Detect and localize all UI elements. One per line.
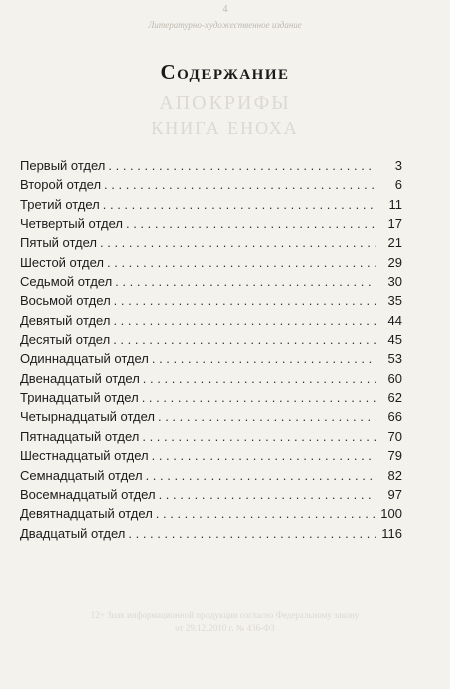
toc-entry-page: 35 (387, 293, 402, 309)
toc-entry-label: Восьмой отдел (20, 293, 111, 309)
toc-entry[interactable] (20, 349, 402, 368)
toc-entry-page: 3 (394, 158, 402, 173)
toc-entry[interactable] (20, 427, 402, 446)
toc-entry-page: 60 (387, 370, 402, 386)
toc-entry[interactable] (20, 195, 402, 214)
toc-entry-page: 30 (387, 274, 402, 290)
toc-entry[interactable] (20, 504, 402, 523)
toc-entry-label: Семнадцатый отдел (20, 467, 143, 483)
toc-entry[interactable] (20, 175, 402, 194)
toc-entry[interactable] (20, 330, 402, 349)
running-head: Литературно-художественное издание (148, 20, 302, 30)
toc-entry-label: Третий отдел (20, 196, 100, 212)
toc-leader-dots (113, 330, 376, 349)
toc-entry-page: 11 (388, 196, 402, 212)
toc-leader-dots (104, 175, 376, 194)
toc-entry[interactable] (20, 291, 402, 310)
toc-entry-label: Двадцатый отдел (20, 525, 126, 541)
toc-entry-page: 62 (387, 390, 402, 406)
toc-entry-label: Второй отдел (20, 177, 102, 193)
toc-entry-label: Двенадцатый отдел (20, 370, 140, 386)
toc-entry-label: Девятнадцатый отдел (20, 506, 153, 522)
toc-entry-label: Пятнадцатый отдел (20, 428, 140, 444)
toc-leader-dots (143, 369, 376, 388)
toc-leader-dots (114, 291, 376, 310)
toc-entry-label: Девятый отдел (20, 312, 111, 328)
toc-leader-dots (152, 349, 376, 368)
toc-leader-dots (100, 233, 376, 252)
toc-entry-page: 116 (381, 525, 402, 541)
toc-leader-dots (146, 466, 376, 485)
toc-entry-label: Шестнадцатый отдел (20, 448, 149, 464)
toc-entry-label: Пятый отдел (20, 235, 97, 251)
show-through-text-1: АПОКРИФЫ (159, 92, 291, 114)
toc-leader-dots (128, 524, 376, 543)
toc-entry[interactable] (20, 214, 402, 233)
toc-leader-dots (142, 388, 376, 407)
toc-entry[interactable] (20, 466, 402, 485)
toc-entry-page: 70 (387, 428, 402, 444)
toc-leader-dots (113, 311, 376, 330)
toc-entry-label: Десятый отдел (20, 332, 111, 348)
toc-entry[interactable] (20, 446, 402, 465)
toc-leader-dots (108, 156, 376, 175)
toc-entry-page: 66 (387, 409, 402, 425)
toc-entry[interactable] (20, 233, 402, 252)
toc-entry[interactable] (20, 272, 402, 291)
toc-entry-page: 44 (387, 312, 402, 328)
toc-entry-page: 82 (387, 467, 402, 483)
toc-leader-dots (142, 427, 376, 446)
toc-leader-dots (158, 407, 376, 426)
toc-entry[interactable] (20, 253, 402, 272)
toc-leader-dots (156, 504, 376, 523)
toc-entry-label: Первый отдел (20, 158, 106, 173)
toc-entry-label: Тринадцатый отдел (20, 390, 139, 406)
table-of-contents (20, 156, 402, 543)
toc-leader-dots (152, 446, 376, 465)
toc-leader-dots (126, 214, 376, 233)
toc-entry[interactable] (20, 407, 402, 426)
toc-entry[interactable] (20, 388, 402, 407)
toc-entry-page: 21 (387, 235, 402, 251)
toc-leader-dots (115, 272, 376, 291)
toc-entry-page: 100 (380, 506, 402, 522)
header-mark: 4 (222, 4, 228, 15)
toc-entry-page: 97 (387, 486, 402, 502)
toc-entry-label: Одиннадцатый отдел (20, 351, 149, 367)
show-through-text-2: КНИГА ЕНОХА (151, 118, 299, 138)
toc-entry-label: Восемнадцатый отдел (20, 486, 156, 502)
show-through-text-4: от 29.12.2010 г. № 436-ФЗ (175, 623, 275, 633)
toc-entry[interactable] (20, 524, 402, 543)
toc-entry[interactable] (20, 485, 402, 504)
toc-entry-label: Четвертый отдел (20, 216, 123, 232)
toc-entry[interactable] (20, 311, 402, 330)
toc-entry-label: Седьмой отдел (20, 274, 113, 290)
toc-entry-page: 45 (387, 332, 402, 348)
toc-leader-dots (159, 485, 376, 504)
toc-entry-page: 17 (387, 216, 402, 232)
toc-leader-dots (107, 253, 376, 272)
toc-entry-page: 79 (387, 448, 402, 464)
toc-entry[interactable] (20, 369, 402, 388)
toc-entry[interactable] (20, 156, 402, 175)
toc-entry-page: 6 (394, 177, 402, 193)
toc-leader-dots (103, 195, 376, 214)
toc-entry-label: Четырнадцатый отдел (20, 409, 155, 425)
toc-entry-label: Шестой отдел (20, 254, 104, 270)
toc-entry-page: 53 (387, 351, 402, 367)
page-title: Содержание (160, 60, 290, 84)
show-through-text-3: 12+ Знак информационной продукции согласно Федеральному закону (90, 610, 360, 620)
toc-entry-page: 29 (387, 254, 402, 270)
